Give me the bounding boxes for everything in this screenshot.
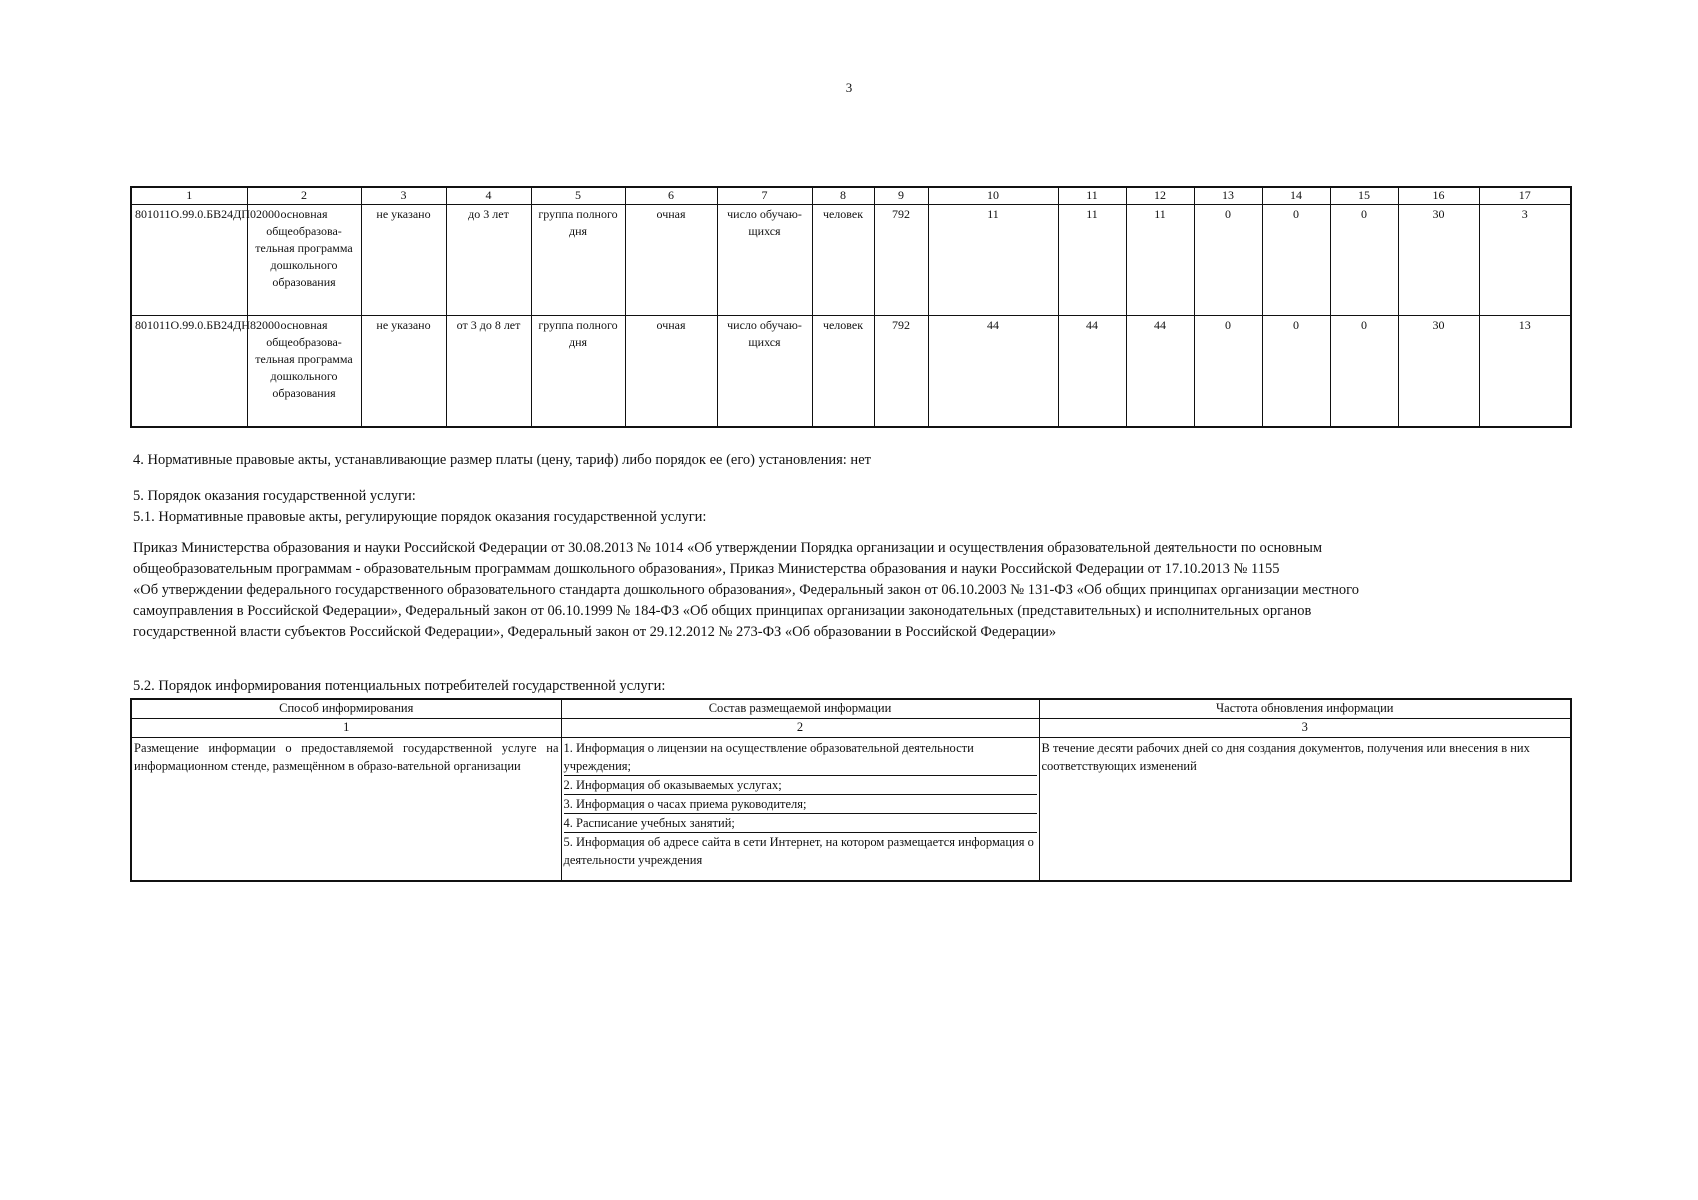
list-item: 5. Информация об адресе сайта в сети Интернет, на котором размещается информация о деятельности учреждения xyxy=(563,835,1034,867)
indicator-cell: число обучаю-щихся xyxy=(717,205,812,316)
header-content: Состав размещаемой информации xyxy=(561,699,1039,719)
col-number: 3 xyxy=(1039,719,1571,738)
legal-line: «Об утверждении федерального государственного образовательного стандарта дошкольного образования», Федеральный закон от 06.10.2003 № 131-ФЗ «Об общих принципах организации местного xyxy=(133,582,1359,598)
value-cell: 0 xyxy=(1262,205,1330,316)
value-cell: 3 xyxy=(1479,205,1571,316)
list-item: 4. Расписание учебных занятий; xyxy=(564,814,1037,833)
col-number: 2 xyxy=(561,719,1039,738)
col-header: 5 xyxy=(531,187,625,205)
table-row xyxy=(131,205,1571,316)
col-header: 1 xyxy=(131,187,247,205)
col-header: 3 xyxy=(361,187,446,205)
value-cell: 30 xyxy=(1398,205,1479,316)
col-header: 13 xyxy=(1194,187,1262,205)
form-cell: очная xyxy=(625,205,717,316)
col-header: 2 xyxy=(247,187,361,205)
col-header: 7 xyxy=(717,187,812,205)
unit-cell: человек xyxy=(812,316,874,428)
table-row xyxy=(131,316,1571,428)
unit-cell: человек xyxy=(812,205,874,316)
col-header: 16 xyxy=(1398,187,1479,205)
list-item: 2. Информация об оказываемых услугах; xyxy=(564,776,1037,795)
legal-line: самоуправления в Российской Федерации», Федеральный закон от 06.10.1999 № 184-ФЗ «Об общих принципах организации законодательных (представительных) и исполнительных органов xyxy=(133,603,1312,619)
info-number-row xyxy=(131,719,1571,738)
col-header: 10 xyxy=(928,187,1058,205)
col-header: 6 xyxy=(625,187,717,205)
col-header: 4 xyxy=(446,187,531,205)
stay-cell: группа полного дня xyxy=(531,205,625,316)
category-cell: не указано xyxy=(361,205,446,316)
col-header: 17 xyxy=(1479,187,1571,205)
program-name: основная общеобразова-тельная программа дошкольного образования xyxy=(247,205,361,316)
legal-line: Приказ Министерства образования и науки Российской Федерации от 30.08.2013 № 1014 «Об утверждении Порядка организации и осуществления образовательной деятельности по основным xyxy=(133,540,1323,556)
registry-code: 801011О.99.0.БВ24ДН82000 xyxy=(131,316,247,428)
col-header: 8 xyxy=(812,187,874,205)
program-name: основная общеобразова-тельная программа дошкольного образования xyxy=(247,316,361,428)
section-5-1-heading: 5.1. Нормативные правовые акты, регулирующие порядок оказания государственной услуги: xyxy=(133,509,707,525)
indicator-cell: число обучаю-щихся xyxy=(717,316,812,428)
section-4-text: 4. Нормативные правовые акты, устанавливающие размер платы (цену, тариф) либо порядок ее (его) установления: нет xyxy=(133,452,871,468)
services-volume-table xyxy=(130,186,1572,428)
value-cell: 0 xyxy=(1330,316,1398,428)
table-row xyxy=(131,738,1571,882)
header-method: Способ информирования xyxy=(131,699,561,719)
value-cell: 44 xyxy=(1126,316,1194,428)
value-cell: 0 xyxy=(1194,316,1262,428)
legal-line: государственной власти субъектов Российской Федерации», Федеральный закон от 29.12.2012 № 273-ФЗ «Об образовании в Российской Федерации» xyxy=(133,624,1057,640)
informing-table xyxy=(130,698,1572,882)
col-header: 9 xyxy=(874,187,928,205)
page-number: 3 xyxy=(845,80,853,95)
age-cell: от 3 до 8 лет xyxy=(446,316,531,428)
frequency-cell: В течение десяти рабочих дней со дня создания документов, получения или внесения в них соответствующих изменений xyxy=(1039,738,1571,882)
list-item: 1. Информация о лицензии на осуществление образовательной деятельности учреждения; xyxy=(564,739,1037,776)
value-cell: 0 xyxy=(1194,205,1262,316)
legal-acts-text xyxy=(133,538,1573,643)
value-cell: 44 xyxy=(928,316,1058,428)
okei-cell: 792 xyxy=(874,316,928,428)
method-cell: Размещение информации о предоставляемой государственной услуге на информационном стенде, размещённом в образо-вательной организации xyxy=(131,738,561,882)
col-header: 12 xyxy=(1126,187,1194,205)
value-cell: 11 xyxy=(1126,205,1194,316)
registry-code: 801011О.99.0.БВ24ДП02000 xyxy=(131,205,247,316)
section-5-heading: 5. Порядок оказания государственной услуги: xyxy=(133,488,416,504)
section-5-2-heading: 5.2. Порядок информирования потенциальных потребителей государственной услуги: xyxy=(133,678,666,694)
legal-line: общеобразовательным программам - образовательным программам дошкольного образования», Приказ Министерства образования и науки Российской Федерации от 17.10.2013 № 1155 xyxy=(133,561,1280,577)
value-cell: 0 xyxy=(1262,316,1330,428)
category-cell: не указано xyxy=(361,316,446,428)
value-cell: 0 xyxy=(1330,205,1398,316)
header-frequency: Частота обновления информации xyxy=(1039,699,1571,719)
content-cell xyxy=(561,738,1039,882)
col-header: 15 xyxy=(1330,187,1398,205)
value-cell: 30 xyxy=(1398,316,1479,428)
col-number: 1 xyxy=(131,719,561,738)
value-cell: 11 xyxy=(1058,205,1126,316)
column-number-row xyxy=(131,187,1571,205)
list-item: 3. Информация о часах приема руководителя; xyxy=(564,795,1037,814)
stay-cell: группа полного дня xyxy=(531,316,625,428)
age-cell: до 3 лет xyxy=(446,205,531,316)
col-header: 14 xyxy=(1262,187,1330,205)
col-header: 11 xyxy=(1058,187,1126,205)
value-cell: 11 xyxy=(928,205,1058,316)
value-cell: 44 xyxy=(1058,316,1126,428)
form-cell: очная xyxy=(625,316,717,428)
value-cell: 13 xyxy=(1479,316,1571,428)
okei-cell: 792 xyxy=(874,205,928,316)
info-header-row xyxy=(131,699,1571,719)
